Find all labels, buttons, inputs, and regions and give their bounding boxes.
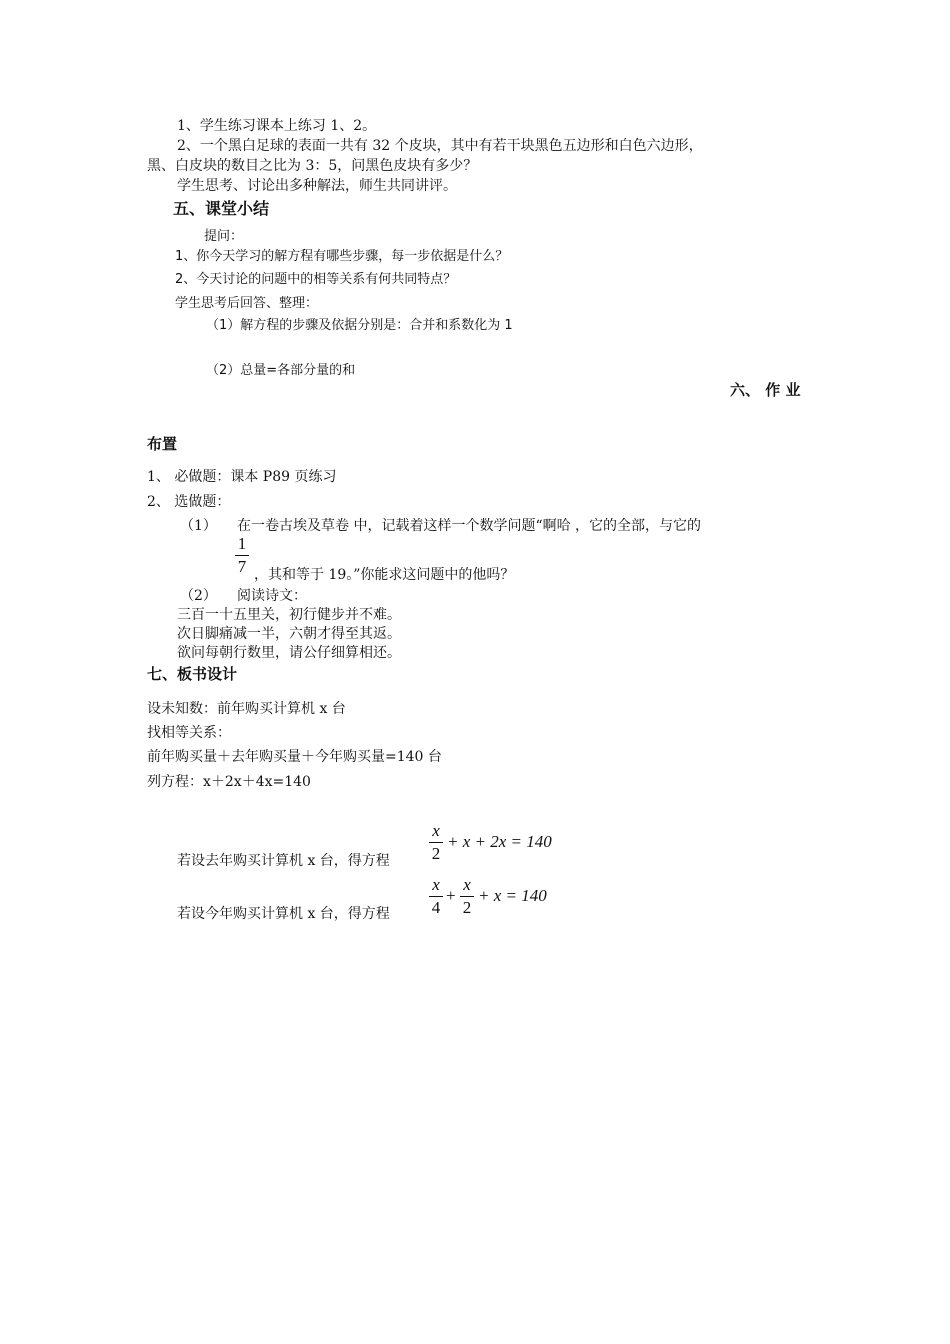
homework-sub-1-text-cont: ，其和等于 19。”你能求这问题中的他吗？ <box>254 567 515 583</box>
equation-2-fraction-1: x 4 <box>429 876 443 917</box>
equation-2-rest: + x = 140 <box>478 886 547 905</box>
homework-heading: 六、 作 业 <box>730 381 801 399</box>
board-line-3: 前年购买量＋去年购买量＋今年购买量=140 台 <box>147 749 442 765</box>
board-line-5: 若设去年购买计算机 x 台，得方程 <box>177 853 390 869</box>
summary-answer-intro: 学生思考后回答、整理： <box>175 296 319 311</box>
equation-2-fraction-2: x 2 <box>460 876 474 917</box>
summary-question-2: 2、今天讨论的问题中的相等关系有何共同特点？ <box>175 272 457 287</box>
fraction-one-seventh: 1 7 <box>235 535 249 576</box>
summary-question-1: 1、你今天学习的解方程有哪些步骤，每一步依据是什么？ <box>175 249 509 264</box>
homework-item-1: 1、 必做题：课本 P89 页练习 <box>147 469 337 485</box>
practice-line-1: 1、学生练习课本上练习 1、2。 <box>177 118 377 134</box>
equation-1-rest: + x + 2x = 140 <box>447 832 552 851</box>
homework-sub-2-text: 阅读诗文： <box>237 588 307 604</box>
homework-sub-1-text: 在一卷古埃及草卷 中，记载着这样一个数学问题“啊哈 ，它的全部，与它的 <box>237 518 702 534</box>
summary-answer-2: （2）总量=各部分量的和 <box>206 363 356 378</box>
equation-2-plus: + <box>446 886 456 905</box>
practice-line-3: 学生思考、讨论出多种解法，师生共同讲评。 <box>177 178 457 194</box>
summary-heading: 五、课堂小结 <box>173 199 270 218</box>
homework-sub-2-number: （2） <box>180 588 217 604</box>
poem-line-1: 三百一十五里关，初行健步并不难。 <box>177 607 401 623</box>
equation-1-fraction: x 2 <box>429 822 443 863</box>
practice-line-2-cont: 黑、白皮块的数目之比为 3：5，问黑色皮块有多少？ <box>147 158 478 174</box>
homework-heading-cont: 布置 <box>147 435 178 453</box>
summary-answer-1: （1）解方程的步骤及依据分别是：合并和系数化为 1 <box>206 318 513 333</box>
poem-line-3: 欲问每朝行数里，请公仔细算相还。 <box>177 645 401 661</box>
board-line-1: 设未知数：前年购买计算机 x 台 <box>147 701 346 717</box>
board-heading: 七、板书设计 <box>147 665 238 683</box>
board-line-6: 若设今年购买计算机 x 台，得方程 <box>177 906 390 922</box>
board-line-4: 列方程：x＋2x＋4x=140 <box>147 774 311 790</box>
homework-sub-1-number: （1） <box>180 518 217 534</box>
board-line-2: 找相等关系： <box>147 725 231 741</box>
summary-ask: 提问： <box>204 229 244 244</box>
practice-line-2: 2、一个黑白足球的表面一共有 32 个皮块，其中有若干块黑色五边形和白色六边形， <box>177 138 703 154</box>
poem-line-2: 次日脚痛减一半，六朝才得至其返。 <box>177 626 401 642</box>
homework-item-2: 2、 选做题： <box>147 494 231 510</box>
